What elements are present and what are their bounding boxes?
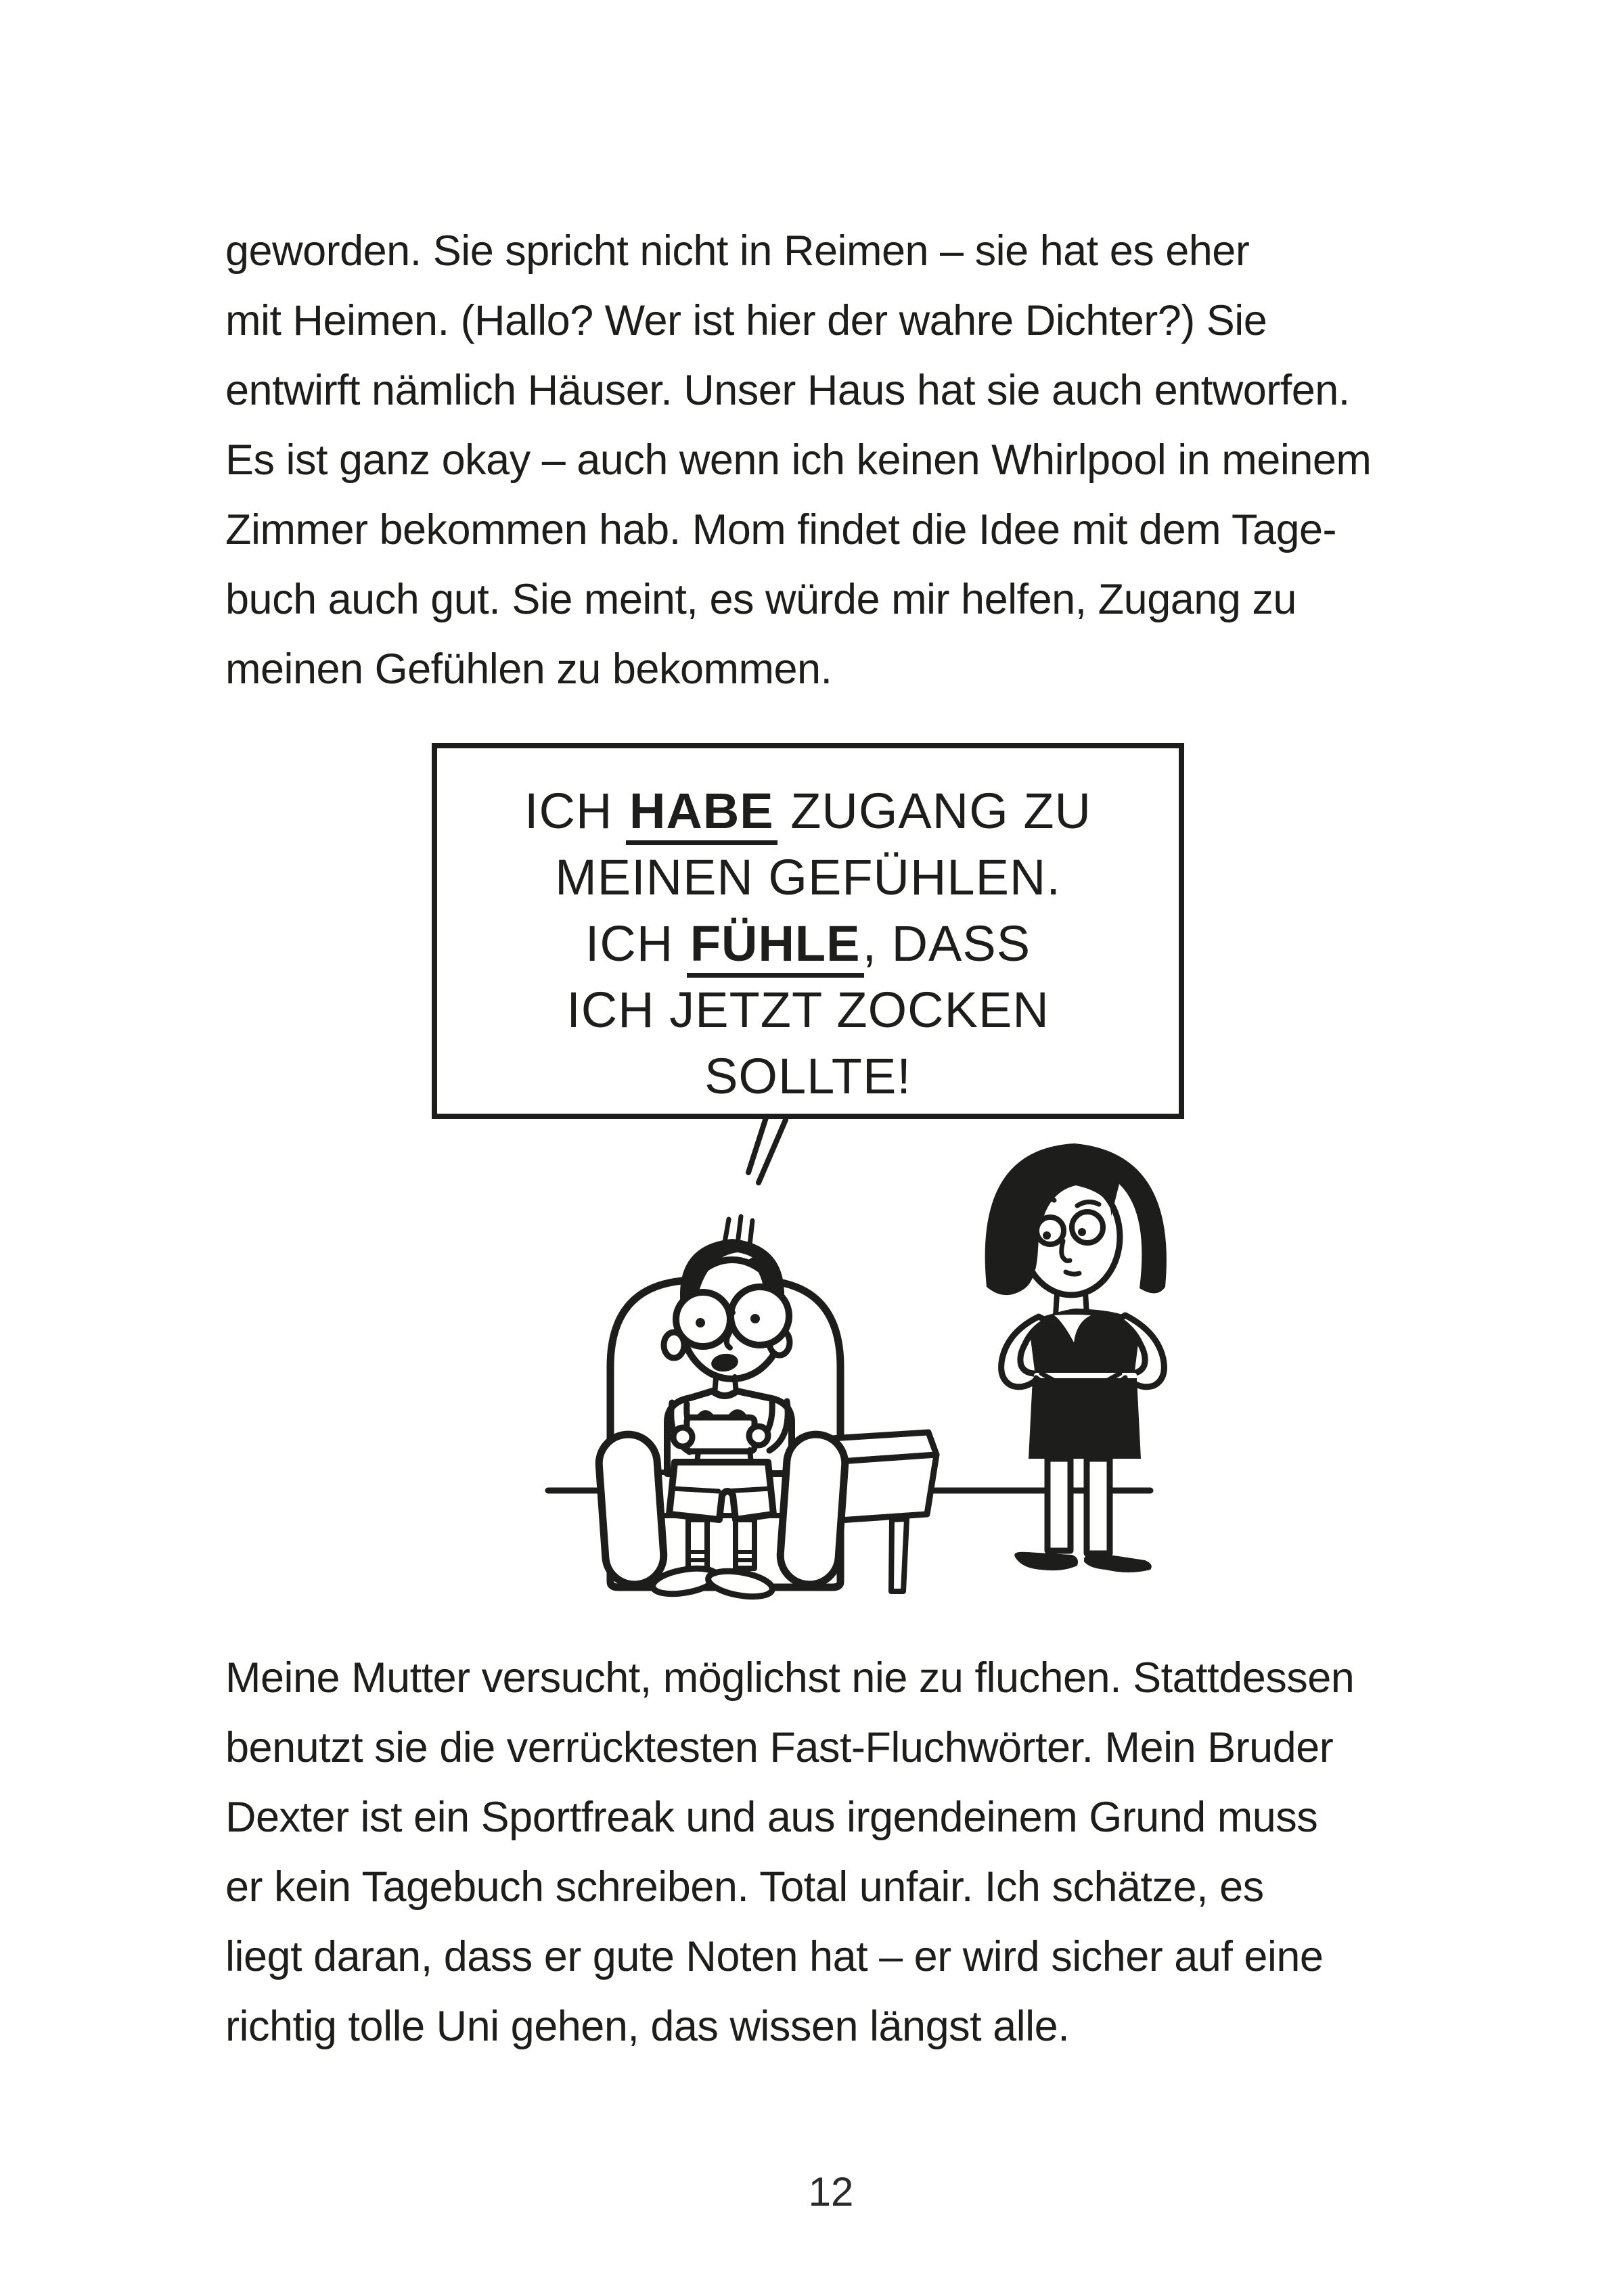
speech-bubble-line [437,911,1179,977]
paragraph-line: liegt daran, dass er gute Noten hat – er wird sicher auf eine [225,1933,1324,1980]
illustration [535,1083,1232,1604]
speech-bubble [432,743,1184,1119]
mother-shoe-left [1014,1552,1078,1570]
bubble-text: ZUGANG ZU [775,783,1091,839]
paragraph-top [225,217,1437,704]
speech-bubble-tail-icon [748,1118,786,1183]
mother-shoe-right [1084,1553,1152,1572]
paragraph-line: mit Heimen. (Hallo? Wer ist hier der wahre Dichter?) Sie [225,297,1267,344]
paragraph-line: Es ist ganz okay – auch wenn ich keinen Whirlpool in meinem [225,436,1372,484]
bubble-text: ICH JETZT ZOCKEN [566,982,1050,1038]
bubble-emphasized-word: FÜHLE [687,915,864,978]
mother-shorts [1029,1378,1141,1459]
speech-bubble-line [437,844,1179,911]
bubble-text: SOLLTE! [704,1048,911,1104]
mother-hands-on-hips [985,1143,1167,1572]
bubble-text: MEINEN GEFÜHLEN. [555,849,1061,905]
paragraph-line: geworden. Sie spricht nicht in Reimen – sie hat es eher [225,227,1250,275]
paragraph-line: benutzt sie die verrücktesten Fast-Fluchwörter. Mein Bruder [225,1724,1334,1771]
paragraph-line: entwirft nämlich Häuser. Unser Haus hat sie auch entworfen. [225,367,1350,414]
paragraph-line: Dexter ist ein Sportfreak und aus irgendeinem Grund muss [225,1794,1318,1841]
bubble-text: ICH [585,915,688,972]
paragraph-line: meinen Gefühlen zu bekommen. [225,645,832,693]
bubble-text: , DASS [862,915,1031,972]
game-controller [687,1417,754,1451]
paragraph-line: Zimmer bekommen hab. Mom findet die Idee mit dem Tage- [225,506,1337,553]
speech-bubble-line [437,778,1179,844]
paragraph-line: richtig tolle Uni gehen, das wissen längst alle. [225,2003,1070,2050]
page-number: 12 [808,2169,854,2214]
speech-bubble-line [437,977,1179,1043]
paragraph-bottom [225,1643,1437,2062]
paragraph-line: Meine Mutter versucht, möglichst nie zu fluchen. Stattdessen [225,1654,1355,1702]
bubble-emphasized-word: HABE [626,783,777,845]
bubble-text: ICH [524,783,627,839]
paragraph-line: er kein Tagebuch schreiben. Total unfair. Ich schätze, es [225,1863,1264,1911]
paragraph-line: buch auch gut. Sie meint, es würde mir helfen, Zugang zu [225,576,1296,623]
